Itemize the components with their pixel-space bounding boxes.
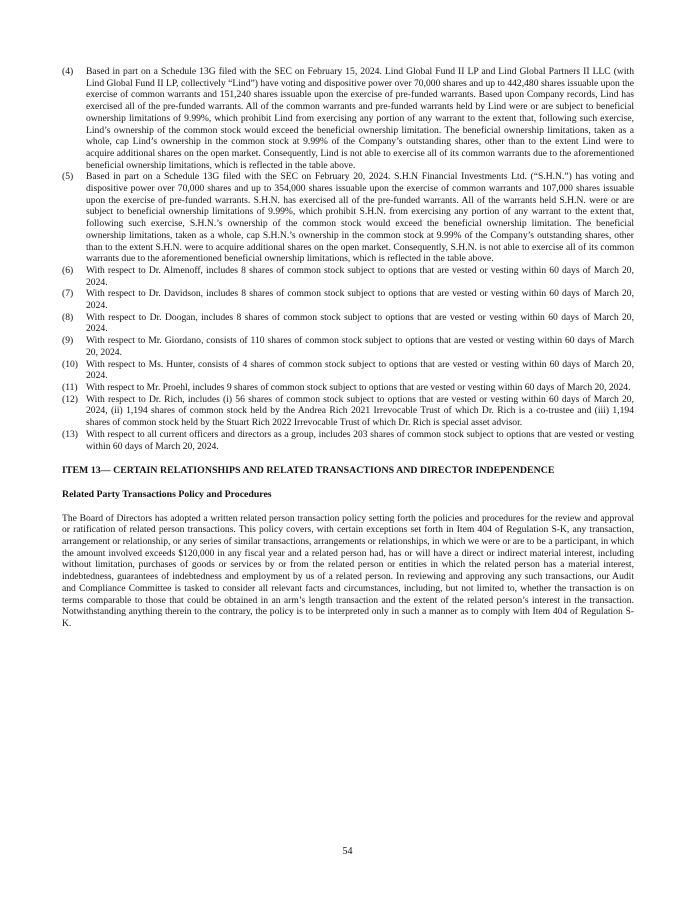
footnote-number: (11) (62, 381, 78, 393)
footnote-item (62, 394, 634, 429)
footnote-item (62, 312, 634, 335)
footnote-item (62, 429, 634, 452)
footnote-item (62, 359, 634, 382)
footnote-number: (13) (62, 428, 78, 440)
footnote-text: With respect to Ms. Hunter, consists of 4 shares of common stock subject to options that are vested or vesting within 60 days of March 20, 2024. (86, 358, 634, 382)
footnote-text: With respect to Dr. Almenoff, includes 8 shares of common stock subject to options that are vested or vesting within 60 days of March 20, 2024. (86, 264, 634, 288)
footnote-text: With respect to Mr. Proehl, includes 9 shares of common stock subject to options that are vested or vesting within 60 days of March 20, 2024. (86, 381, 631, 393)
footnote-number: (4) (62, 66, 74, 77)
policy-paragraph: The Board of Directors has adopted a written related person transaction policy setting forth the policies and procedures for the review and approval or ratification of related person transactions. This policy covers, with certain exceptions set forth in Item 404 of Regulation S-K, any transaction, arrangement or relationship, or any series of similar transactions, arrangements or relationships, in which we were or are to be a participant, in which the amount involved exceeds $120,000 in any fiscal year and a related person had, has or will have a direct or indirect material interest, including without limitation, purchases of goods or services by or from the related person or entities in which the related person has a material interest, indebtedness, guarantees of indebtedness and employment by us of a related person. In reviewing and approving any such transactions, our Audit and Compliance Committee is tasked to consider all relevant facts and circumstances, including, but not limited to, whether the transaction is on terms comparable to those that could be obtained in an arm’s length transaction and the extent of the related person’s interest in the transaction. Notwithstanding anything therein to the contrary, the policy is to be interpreted only in such a manner as to comply with Item 404 of Regulation S-K. (62, 512, 634, 629)
footnote-item (62, 335, 634, 358)
footnote-number: (9) (62, 335, 74, 347)
footnote-number: (6) (62, 264, 74, 276)
footnote-number: (7) (62, 288, 74, 300)
footnote-list (62, 66, 634, 452)
footnote-text: With respect to Dr. Rich, includes (i) 56 shares of common stock subject to options that are vested or vesting within 60 days of March 20, 2024, (ii) 1,194 shares of common stock held by the Andrea Rich 2021 Irrevocable Trust of which Dr. Rich is a co-trustee and (iii) 1,194 shares of common stock held by the Stuart Rich 2022 Irrevocable Trust of which Dr. Rich is special asset advisor. (86, 393, 634, 429)
item-13-heading: ITEM 13— CERTAIN RELATIONSHIPS AND RELATED TRANSACTIONS AND DIRECTOR INDEPENDENCE (62, 465, 555, 477)
section-subheading: Related Party Transactions Policy and Procedures (62, 488, 272, 500)
footnote-text: With respect to Dr. Doogan, includes 8 shares of common stock subject to options that are vested or vesting within 60 days of March 20, 2024. (86, 311, 634, 335)
footnote-item (62, 265, 634, 288)
footnote-number: (12) (62, 393, 78, 405)
footnote-text: Based in part on a Schedule 13G filed with the SEC on February 20, 2024. S.H.N Financial Investments Ltd. (“S.H.N.”) has voting and dispositive power over 70,000 shares and up to 354,000 shares issuable upon the exercise of common warrants and 107,000 shares issuable upon the exercise of pre-funded warrants. S.H.N. has exercised all of the pre-funded warrants. All of the warrants held S.H.N. were or are subject to beneficial ownership limitations of 9.99%, which prohibit S.H.N. from exercising any portion of any warrant to the extent that, following such exercise, S.H.N.’s ownership of the common stock would exceed the beneficial ownership limitation. The beneficial ownership limitations, taken as a whole, cap S.H.N.’s ownership in the common stock at 9.99% of the Company’s outstanding shares, other than to the extent S.H.N. were to acquire additional shares on the open market. Consequently, S.H.N. is not able to exercise all of its common warrants due to the aforementioned beneficial ownership limitations, which is reflected in the table above. (86, 171, 634, 265)
footnote-number: (8) (62, 311, 74, 323)
footnote-text: With respect to all current officers and directors as a group, includes 203 shares of common stock subject to options that are vested or vesting within 60 days of March 20, 2024. (86, 428, 634, 452)
footnote-item (62, 66, 634, 171)
footnote-item (62, 288, 634, 311)
page-number: 54 (342, 846, 353, 857)
footnote-number: (5) (62, 171, 74, 183)
footnote-item (62, 382, 634, 394)
footnote-text: Based in part on a Schedule 13G filed with the SEC on February 15, 2024. Lind Global Fund II LP and Lind Global Partners II LLC (with Lind Global Fund II LP, collectively “Lind”) have voting and dispositive power over 70,000 shares and up to 442,480 shares issuable upon the exercise of common warrants and 151,240 shares issuable upon the exercise of pre-funded warrants. Based upon Company records, Lind has exercised all of the pre-funded warrants. All of the common warrants and pre-funded warrants held by Lind were or are subject to beneficial ownership limitations of 9.99%, which prohibit Lind from exercising any portion of any warrant to the extent that, following such exercise, Lind’s ownership of the common stock would exceed the beneficial ownership limitation. The beneficial ownership limitations, taken as a whole, cap Lind’s ownership in the common stock at 9.99% of the Company’s outstanding shares, other than to the extent Lind were to acquire additional shares on the open market. Consequently, Lind is not able to exercise all of its common warrants due to the aforementioned beneficial ownership limitations, which is reflected in the table above. (86, 66, 634, 171)
footnote-number: (10) (62, 358, 78, 370)
footnote-item (62, 171, 634, 265)
document-page (62, 66, 634, 630)
footnote-text: With respect to Dr. Davidson, includes 8 shares of common stock subject to options that are vested or vesting within 60 days of March 20, 2024. (86, 288, 634, 312)
footnote-text: With respect to Mr. Giordano, consists of 110 shares of common stock subject to options that are vested or vesting within 60 days of March 20, 2024. (86, 335, 634, 358)
